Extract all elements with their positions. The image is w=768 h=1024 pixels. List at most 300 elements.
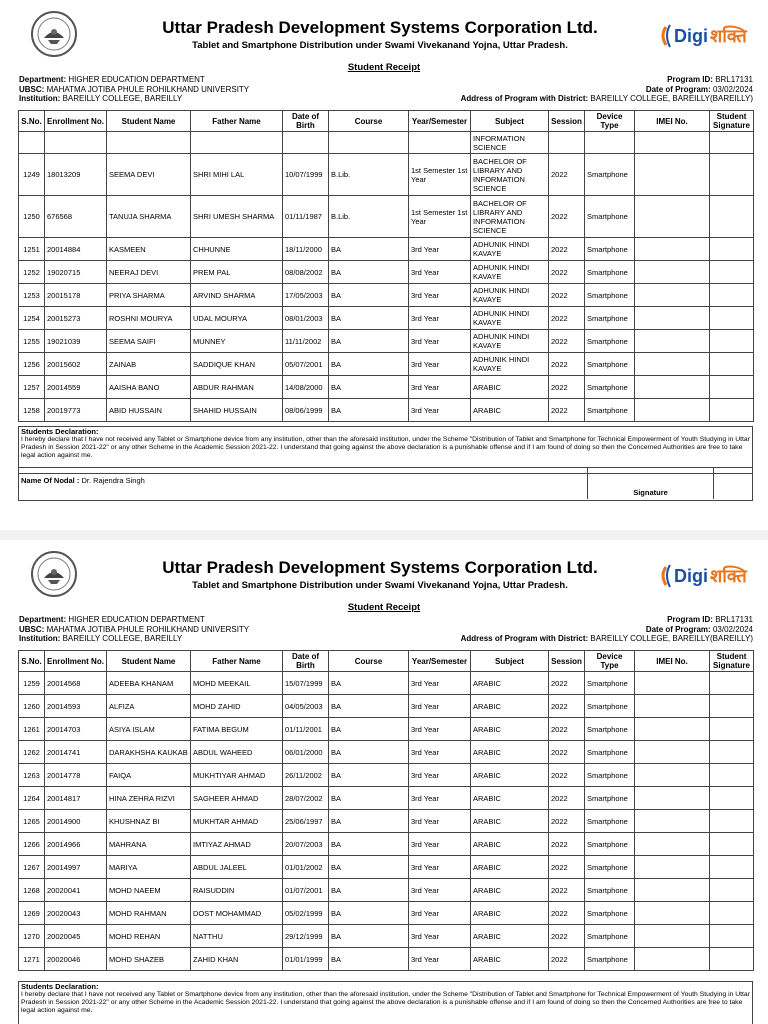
cell-name: MARIYA: [107, 856, 191, 879]
institution-value: BAREILLY COLLEGE, BAREILLY: [62, 634, 183, 643]
cell-dob: 06/01/2000: [283, 741, 329, 764]
cell-device: Smartphone: [585, 399, 635, 422]
student-signature-cell: [710, 856, 754, 879]
cell-imei: [635, 284, 710, 307]
cell-dob: 08/08/2002: [283, 261, 329, 284]
logo-text-latin: Digi: [674, 26, 708, 46]
institution-value: BAREILLY COLLEGE, BAREILLY: [62, 94, 183, 103]
cell-sno: 1270: [19, 925, 45, 948]
cell-name: PRIYA SHARMA: [107, 284, 191, 307]
cell-sno: 1268: [19, 879, 45, 902]
cell-session: 2022: [549, 787, 585, 810]
column-header: Student Signature: [710, 651, 754, 672]
cell-enr: 20020041: [45, 879, 107, 902]
cell-father: ABDUR RAHMAN: [191, 376, 283, 399]
cell-session: 2022: [549, 925, 585, 948]
department-label: Department:: [19, 75, 67, 84]
cell-sno: 1263: [19, 764, 45, 787]
cell-enr: 20014900: [45, 810, 107, 833]
column-header: IMEI No.: [635, 111, 710, 132]
cell-imei: [635, 132, 710, 154]
cell-father: RAISUDDIN: [191, 879, 283, 902]
student-signature-cell: [710, 238, 754, 261]
table-row: [19, 856, 754, 879]
cell-dob: 04/05/2003: [283, 695, 329, 718]
digishakti-swirl-icon: [658, 555, 758, 595]
cell-dob: 05/02/1999: [283, 902, 329, 925]
cell-imei: [635, 787, 710, 810]
cell-father: MOHD ZAHID: [191, 695, 283, 718]
cell-name: HINA ZEHRA RIZVI: [107, 787, 191, 810]
student-signature-cell: [710, 307, 754, 330]
page-header: [0, 540, 768, 613]
cell-subject: ARABIC: [471, 948, 549, 971]
declaration-text: I hereby declare that I have not received any Tablet or Smartphone device from any institution, other than the aforesaid institution, under the Scheme "Distribution of Tablet and Smartphone for Technical Empowerment of Youth Studying in Uttar Pradesh in Session 2021-22" or any other Scheme in the Academic Session 2021-22. I understand that going against the above declaration is a punishable offense and if I am found of doing so then the Concerned Authorities are free to take legal action against me.: [21, 436, 750, 459]
cell-father: MUKHTIYAR AHMAD: [191, 764, 283, 787]
cell-course: BA: [329, 787, 409, 810]
cell-dob: 15/07/1999: [283, 672, 329, 695]
cell-session: 2022: [549, 330, 585, 353]
cell-year: 1st Semester 1st Year: [409, 196, 471, 238]
cell-imei: [635, 718, 710, 741]
student-signature-cell: [710, 787, 754, 810]
cell-dob: 01/01/2002: [283, 856, 329, 879]
cell-father: ABDUL JALEEL: [191, 856, 283, 879]
cell-sno: 1252: [19, 261, 45, 284]
cell-imei: [635, 902, 710, 925]
column-header: S.No.: [19, 111, 45, 132]
nodal-label: Name Of Nodal :: [21, 476, 80, 485]
column-header: Father Name: [191, 651, 283, 672]
cell-dob: 05/07/2001: [283, 353, 329, 376]
cell-father: MUNNEY: [191, 330, 283, 353]
student-signature-cell: [710, 833, 754, 856]
institution-label: Institution:: [19, 94, 61, 103]
cell-subject: ADHUNIK HINDI KAVAYE: [471, 353, 549, 376]
cell-course: BA: [329, 718, 409, 741]
cell-dob: 01/11/1987: [283, 196, 329, 238]
cell-course: BA: [329, 741, 409, 764]
cell-sno: 1262: [19, 741, 45, 764]
column-header: Year/Semester: [409, 111, 471, 132]
up-government-emblem-icon: [30, 10, 78, 58]
table-row: [19, 196, 754, 238]
cell-subject: INFORMATION SCIENCE: [471, 132, 549, 154]
cell-course: BA: [329, 833, 409, 856]
table-row: [19, 284, 754, 307]
cell-imei: [635, 154, 710, 196]
nodal-signature-box: [587, 467, 714, 499]
cell-father: ABDUL WAHEED: [191, 741, 283, 764]
nodal-name: Dr. Rajendra Singh: [81, 476, 145, 485]
cell-sno: 1269: [19, 902, 45, 925]
cell-sno: 1267: [19, 856, 45, 879]
column-header: Session: [549, 651, 585, 672]
cell-session: 2022: [549, 261, 585, 284]
cell-device: Smartphone: [585, 856, 635, 879]
cell-dob: 08/06/1999: [283, 399, 329, 422]
cell-subject: ARABIC: [471, 879, 549, 902]
cell-name: MOHD REHAN: [107, 925, 191, 948]
page-divider: [0, 530, 768, 540]
cell-enr: 20014778: [45, 764, 107, 787]
cell-subject: ADHUNIK HINDI KAVAYE: [471, 284, 549, 307]
cell-enr: 20014966: [45, 833, 107, 856]
cell-father: [191, 132, 283, 154]
student-signature-cell: [710, 695, 754, 718]
cell-device: Smartphone: [585, 948, 635, 971]
table-row: [19, 154, 754, 196]
cell-device: [585, 132, 635, 154]
cell-device: Smartphone: [585, 330, 635, 353]
column-header: S.No.: [19, 651, 45, 672]
cell-imei: [635, 238, 710, 261]
cell-session: 2022: [549, 399, 585, 422]
cell-name: NEERAJ DEVI: [107, 261, 191, 284]
cell-subject: ADHUNIK HINDI KAVAYE: [471, 307, 549, 330]
cell-enr: 20015273: [45, 307, 107, 330]
department-label: Department:: [19, 615, 67, 624]
cell-device: Smartphone: [585, 196, 635, 238]
up-government-emblem-icon: [30, 550, 78, 598]
cell-year: 3rd Year: [409, 672, 471, 695]
cell-name: DARAKHSHA KAUKAB: [107, 741, 191, 764]
table-row: [19, 718, 754, 741]
student-signature-cell: [710, 925, 754, 948]
cell-enr: 20014741: [45, 741, 107, 764]
cell-subject: ARABIC: [471, 856, 549, 879]
cell-name: AAISHA BANO: [107, 376, 191, 399]
cell-name: ABID HUSSAIN: [107, 399, 191, 422]
student-signature-cell: [710, 672, 754, 695]
cell-imei: [635, 741, 710, 764]
cell-enr: 20020043: [45, 902, 107, 925]
nodal-footer: [18, 467, 753, 501]
cell-subject: ARABIC: [471, 787, 549, 810]
cell-course: [329, 132, 409, 154]
cell-year: 3rd Year: [409, 741, 471, 764]
cell-father: NATTHU: [191, 925, 283, 948]
table-row: [19, 307, 754, 330]
institution-label: Institution:: [19, 634, 61, 643]
cell-dob: [283, 132, 329, 154]
column-header: Course: [329, 651, 409, 672]
cell-year: 3rd Year: [409, 284, 471, 307]
table-row: [19, 353, 754, 376]
cell-sno: 1254: [19, 307, 45, 330]
cell-year: 3rd Year: [409, 902, 471, 925]
cell-father: ARVIND SHARMA: [191, 284, 283, 307]
cell-sno: 1257: [19, 376, 45, 399]
column-header: Enrollment No.: [45, 651, 107, 672]
table-row: [19, 399, 754, 422]
cell-enr: 18013209: [45, 154, 107, 196]
cell-device: Smartphone: [585, 672, 635, 695]
department-value: HIGHER EDUCATION DEPARTMENT: [68, 75, 205, 84]
cell-device: Smartphone: [585, 925, 635, 948]
cell-subject: ARABIC: [471, 672, 549, 695]
program-id-value: BRL17131: [715, 75, 753, 84]
cell-dob: 29/12/1999: [283, 925, 329, 948]
cell-session: 2022: [549, 353, 585, 376]
student-signature-cell: [710, 154, 754, 196]
table-row: [19, 810, 754, 833]
cell-name: MOHD SHAZEB: [107, 948, 191, 971]
cell-year: 3rd Year: [409, 353, 471, 376]
cell-year: 3rd Year: [409, 399, 471, 422]
cell-year: 3rd Year: [409, 238, 471, 261]
cell-sno: 1266: [19, 833, 45, 856]
student-signature-cell: [710, 810, 754, 833]
program-id-label: Program ID:: [667, 615, 713, 624]
cell-session: 2022: [549, 833, 585, 856]
student-table: [18, 650, 754, 971]
address-value: BAREILLY COLLEGE, BAREILLY(BAREILLY): [590, 634, 753, 643]
cell-imei: [635, 948, 710, 971]
cell-course: BA: [329, 330, 409, 353]
cell-device: Smartphone: [585, 154, 635, 196]
cell-session: 2022: [549, 307, 585, 330]
column-header: Subject: [471, 651, 549, 672]
cell-year: 3rd Year: [409, 307, 471, 330]
cell-sno: 1260: [19, 695, 45, 718]
cell-session: 2022: [549, 154, 585, 196]
column-header: Device Type: [585, 111, 635, 132]
cell-course: BA: [329, 376, 409, 399]
cell-year: 3rd Year: [409, 695, 471, 718]
cell-course: BA: [329, 879, 409, 902]
cell-father: SHAHID HUSSAIN: [191, 399, 283, 422]
department-value: HIGHER EDUCATION DEPARTMENT: [68, 615, 205, 624]
cell-subject: ARABIC: [471, 902, 549, 925]
program-date-label: Date of Program:: [645, 84, 711, 94]
cell-enr: 20014884: [45, 238, 107, 261]
cell-dob: 28/07/2002: [283, 787, 329, 810]
cell-dob: 01/11/2001: [283, 718, 329, 741]
receipt-page-2: [0, 540, 768, 1024]
cell-device: Smartphone: [585, 353, 635, 376]
cell-imei: [635, 399, 710, 422]
cell-imei: [635, 925, 710, 948]
cell-name: ADEEBA KHANAM: [107, 672, 191, 695]
table-row: [19, 330, 754, 353]
table-row: [19, 376, 754, 399]
cell-dob: 01/01/1999: [283, 948, 329, 971]
cell-subject: ARABIC: [471, 833, 549, 856]
cell-course: BA: [329, 238, 409, 261]
cell-imei: [635, 764, 710, 787]
cell-session: 2022: [549, 284, 585, 307]
cell-imei: [635, 376, 710, 399]
cell-device: Smartphone: [585, 879, 635, 902]
cell-year: 3rd Year: [409, 948, 471, 971]
cell-subject: ADHUNIK HINDI KAVAYE: [471, 261, 549, 284]
cell-imei: [635, 261, 710, 284]
table-row: [19, 695, 754, 718]
cell-course: BA: [329, 810, 409, 833]
student-signature-cell: [710, 399, 754, 422]
declaration-title: Students Declaration:: [21, 427, 99, 436]
cell-course: BA: [329, 284, 409, 307]
cell-dob: 26/11/2002: [283, 764, 329, 787]
cell-year: 3rd Year: [409, 261, 471, 284]
student-signature-cell: [710, 196, 754, 238]
nodal-signature-label: Signature: [633, 488, 668, 497]
cell-subject: ARABIC: [471, 718, 549, 741]
cell-subject: ARABIC: [471, 695, 549, 718]
column-header: Date of Birth: [283, 651, 329, 672]
cell-course: B.Lib.: [329, 196, 409, 238]
cell-device: Smartphone: [585, 307, 635, 330]
cell-imei: [635, 196, 710, 238]
cell-father: FATIMA BEGUM: [191, 718, 283, 741]
column-header: IMEI No.: [635, 651, 710, 672]
address-label: Address of Program with District:: [460, 634, 589, 643]
cell-dob: 08/01/2003: [283, 307, 329, 330]
digishakti-swirl-icon: [658, 15, 758, 55]
cell-name: [107, 132, 191, 154]
cell-enr: 20014997: [45, 856, 107, 879]
corporation-title: Uttar Pradesh Development Systems Corporation Ltd.: [162, 18, 598, 37]
student-signature-cell: [710, 718, 754, 741]
cell-course: B.Lib.: [329, 154, 409, 196]
cell-sno: 1261: [19, 718, 45, 741]
student-signature-cell: [710, 376, 754, 399]
column-header: Session: [549, 111, 585, 132]
cell-imei: [635, 307, 710, 330]
cell-subject: ARABIC: [471, 810, 549, 833]
cell-dob: 20/07/2003: [283, 833, 329, 856]
table-row: [19, 787, 754, 810]
student-signature-cell: [710, 261, 754, 284]
cell-device: Smartphone: [585, 902, 635, 925]
cell-name: ASIYA ISLAM: [107, 718, 191, 741]
column-header: Year/Semester: [409, 651, 471, 672]
declaration-text: I hereby declare that I have not received any Tablet or Smartphone device from any institution, other than the aforesaid institution, under the Scheme "Distribution of Tablet and Smartphone for Technical Empowerment of Youth Studying in Uttar Pradesh in Session 2021-22" or any other Scheme in the Academic Session 2021-22. I understand that going against the above declaration is a punishable offense and if I am found of doing so then the Concerned Authorities are free to take legal action against me.: [21, 991, 750, 1014]
cell-device: Smartphone: [585, 833, 635, 856]
cell-father: MOHD MEEKAIL: [191, 672, 283, 695]
logo-text-hindi: शक्ति: [710, 26, 747, 46]
cell-dob: 14/08/2000: [283, 376, 329, 399]
cell-course: BA: [329, 353, 409, 376]
student-signature-cell: [710, 879, 754, 902]
column-header: Student Name: [107, 111, 191, 132]
cell-course: BA: [329, 856, 409, 879]
cell-enr: [45, 132, 107, 154]
cell-sno: 1258: [19, 399, 45, 422]
logo-text-latin: Digi: [674, 566, 708, 586]
cell-enr: 20020046: [45, 948, 107, 971]
table-row: [19, 764, 754, 787]
cell-name: ZAINAB: [107, 353, 191, 376]
digishakti-logo: [658, 15, 758, 55]
cell-session: 2022: [549, 376, 585, 399]
cell-name: MOHD NAEEM: [107, 879, 191, 902]
column-header: Date of Birth: [283, 111, 329, 132]
cell-name: FAIQA: [107, 764, 191, 787]
cell-sno: 1250: [19, 196, 45, 238]
column-header: Course: [329, 111, 409, 132]
receipt-title: Student Receipt: [347, 62, 421, 73]
cell-dob: 01/07/2001: [283, 879, 329, 902]
cell-subject: BACHELOR OF LIBRARY AND INFORMATION SCIENCE: [471, 196, 549, 238]
cell-year: 3rd Year: [409, 718, 471, 741]
scheme-subtitle: Tablet and Smartphone Distribution under Swami Vivekanand Yojna, Uttar Pradesh.: [192, 40, 568, 51]
cell-sno: 1256: [19, 353, 45, 376]
cell-device: Smartphone: [585, 764, 635, 787]
cell-subject: BACHELOR OF LIBRARY AND INFORMATION SCIENCE: [471, 154, 549, 196]
program-meta-right: [461, 75, 753, 104]
student-signature-cell: [710, 741, 754, 764]
cell-name: TANUJA SHARMA: [107, 196, 191, 238]
table-row: [19, 261, 754, 284]
cell-sno: 1253: [19, 284, 45, 307]
cell-father: SAGHEER AHMAD: [191, 787, 283, 810]
cell-device: Smartphone: [585, 695, 635, 718]
program-meta-left: [19, 75, 249, 104]
cell-sno: 1259: [19, 672, 45, 695]
cell-name: ALFIZA: [107, 695, 191, 718]
cell-enr: 20014593: [45, 695, 107, 718]
cell-year: 3rd Year: [409, 810, 471, 833]
cell-year: 1st Semester 1st Year: [409, 154, 471, 196]
cell-father: SHRI UMESH SHARMA: [191, 196, 283, 238]
program-id-label: Program ID:: [667, 75, 713, 84]
cell-enr: 20014559: [45, 376, 107, 399]
cell-session: [549, 132, 585, 154]
cell-name: KHUSHNAZ BI: [107, 810, 191, 833]
column-header: Student Signature: [710, 111, 754, 132]
cell-father: ZAHID KHAN: [191, 948, 283, 971]
cell-year: 3rd Year: [409, 330, 471, 353]
cell-device: Smartphone: [585, 810, 635, 833]
cell-course: BA: [329, 948, 409, 971]
cell-imei: [635, 833, 710, 856]
cell-enr: 20014568: [45, 672, 107, 695]
cell-sno: 1271: [19, 948, 45, 971]
cell-device: Smartphone: [585, 376, 635, 399]
cell-imei: [635, 856, 710, 879]
ubsc-value: MAHATMA JOTIBA PHULE ROHILKHAND UNIVERSITY: [46, 84, 250, 94]
cell-course: BA: [329, 399, 409, 422]
cell-dob: 17/05/2003: [283, 284, 329, 307]
column-header: Student Name: [107, 651, 191, 672]
cell-subject: ARABIC: [471, 399, 549, 422]
address-value: BAREILLY COLLEGE, BAREILLY(BAREILLY): [590, 94, 753, 103]
cell-enr: 20014817: [45, 787, 107, 810]
cell-device: Smartphone: [585, 261, 635, 284]
column-header: Device Type: [585, 651, 635, 672]
cell-course: BA: [329, 902, 409, 925]
column-header: Enrollment No.: [45, 111, 107, 132]
cell-sno: 1249: [19, 154, 45, 196]
table-header-row: [19, 111, 754, 132]
cell-subject: ARABIC: [471, 376, 549, 399]
corporation-title: Uttar Pradesh Development Systems Corporation Ltd.: [162, 558, 598, 577]
cell-dob: 11/11/2002: [283, 330, 329, 353]
table-row: [19, 879, 754, 902]
cell-name: SEEMA SAIFI: [107, 330, 191, 353]
cell-father: SADDIQUE KHAN: [191, 353, 283, 376]
cell-session: 2022: [549, 196, 585, 238]
cell-sno: 1265: [19, 810, 45, 833]
cell-course: BA: [329, 925, 409, 948]
cell-dob: 10/07/1999: [283, 154, 329, 196]
cell-subject: ADHUNIK HINDI KAVAYE: [471, 238, 549, 261]
cell-sno: [19, 132, 45, 154]
program-meta-right: [461, 615, 753, 644]
logo-text-hindi: शक्ति: [710, 566, 747, 586]
